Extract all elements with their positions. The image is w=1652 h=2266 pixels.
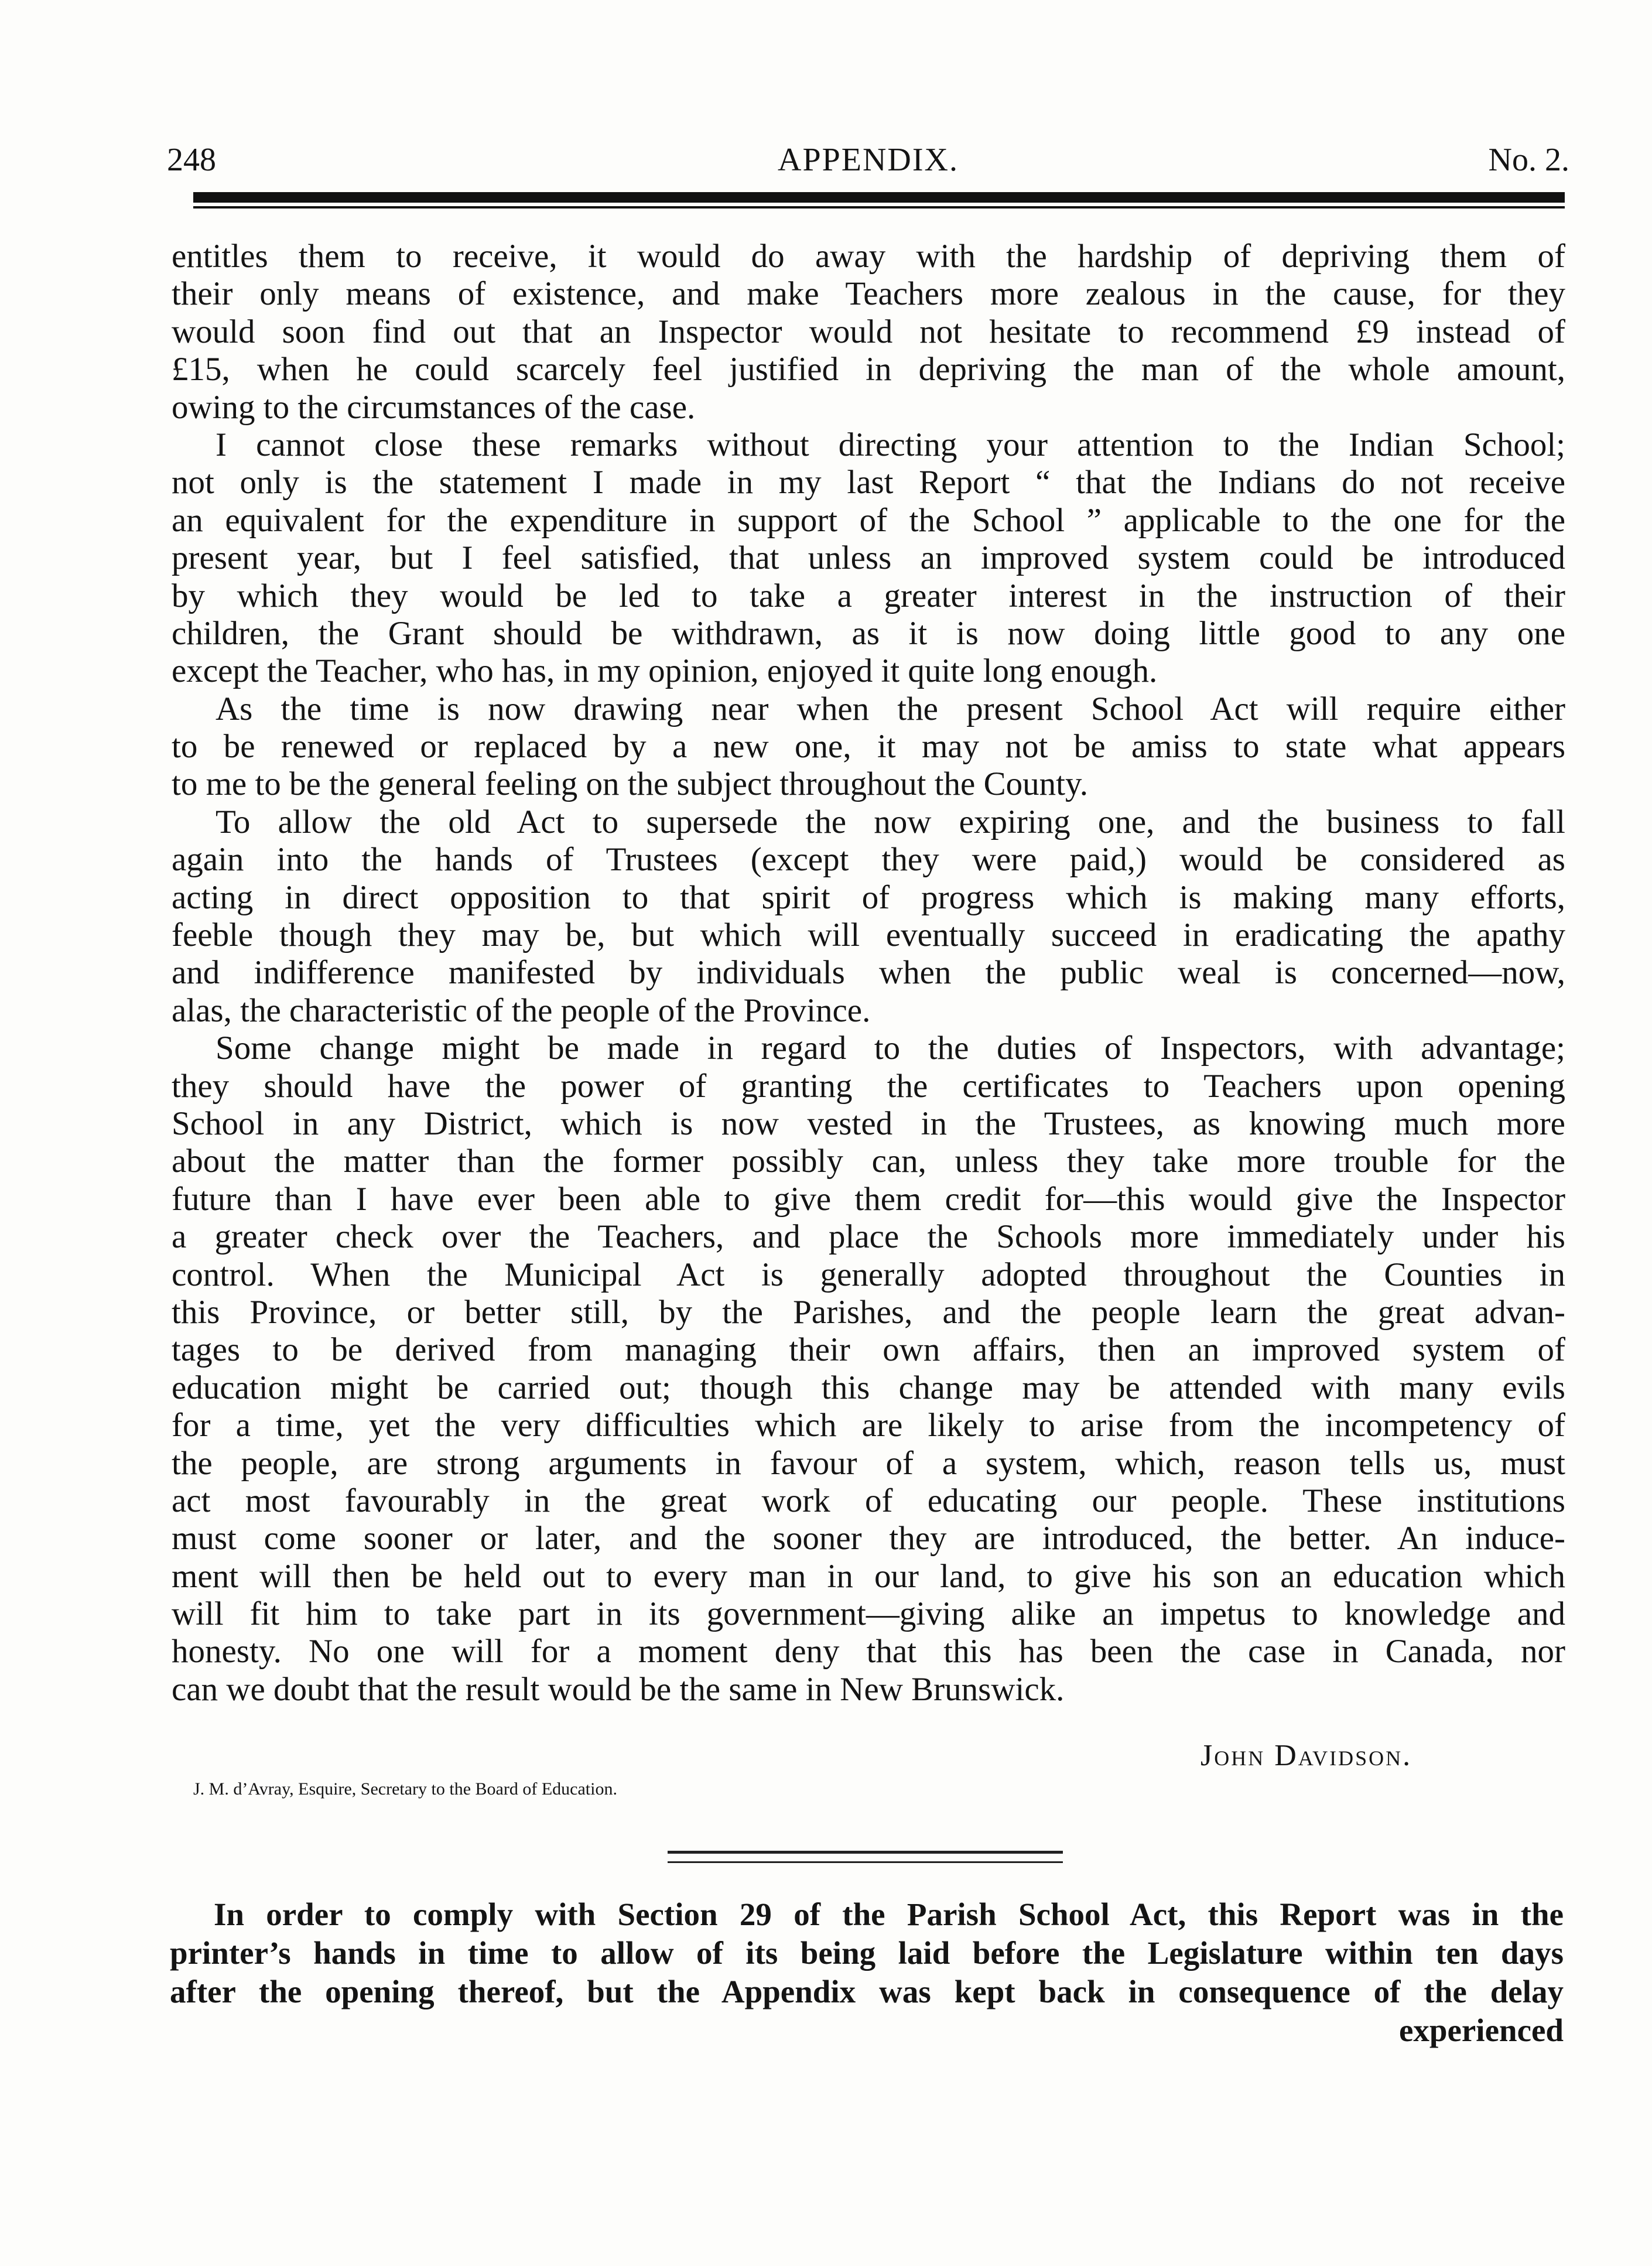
body-line: will fit him to take part in its government—giving alike an impetus to knowledge and: [172, 1595, 1565, 1633]
body-line: about the matter than the former possibly can, unless they take more trouble for the: [172, 1143, 1565, 1180]
body-line: owing to the circumstances of the case.: [172, 388, 696, 426]
page-number: 248: [167, 142, 216, 178]
signature-name: John Davidson.: [1200, 1739, 1412, 1772]
letter-body: [172, 238, 1565, 1708]
body-line: education might be carried out; though this change may be attended with many evils: [172, 1369, 1565, 1406]
separator-rule-bottom: [668, 1861, 1063, 1863]
body-line: School in any District, which is now vested in the Trustees, as knowing much more: [172, 1105, 1565, 1142]
body-line: As the time is now drawing near when the present School Act will require either: [216, 690, 1565, 727]
note-line: printer’s hands in time to allow of its being laid before the Legislature within ten days: [170, 1935, 1564, 1971]
body-line: ment will then be held out to every man in our land, to give his son an education which: [172, 1557, 1565, 1595]
body-line: their only means of existence, and make Teachers more zealous in the cause, for they: [172, 275, 1565, 313]
body-line: the people, are strong arguments in favour of a system, which, reason tells us, must: [172, 1444, 1565, 1482]
body-line: and indifference manifested by individuals when the public weal is concerned—now,: [172, 954, 1565, 992]
signature: [1200, 1738, 1412, 1773]
body-line: again into the hands of Trustees (except they were paid,) would be considered as: [172, 841, 1565, 879]
printer-note: [170, 1895, 1564, 2050]
body-line: future than I have ever been able to give them credit for—this would give the Inspector: [172, 1180, 1565, 1218]
note-line: experienced: [1398, 2012, 1564, 2048]
body-line: can we doubt that the result would be the same in New Brunswick.: [172, 1670, 1065, 1708]
body-line: Some change might be made in regard to the duties of Inspectors, with advantage;: [216, 1030, 1565, 1067]
body-line: would soon find out that an Inspector would not hesitate to recommend £9 instead of: [172, 313, 1565, 350]
body-line: entitles them to receive, it would do away with the hardship of depriving them of: [172, 238, 1565, 275]
section-number: No. 2.: [1488, 142, 1569, 178]
body-line: this Province, or better still, by the Parishes, and the people learn the great advan-: [172, 1293, 1565, 1331]
body-line: I cannot close these remarks without directing your attention to the Indian School;: [216, 426, 1565, 463]
body-line: present year, but I feel satisfied, that unless an improved system could be introduced: [172, 539, 1565, 577]
separator-rule-top: [668, 1851, 1063, 1854]
body-line: an equivalent for the expenditure in support of the School ” applicable to the one for the: [172, 501, 1565, 539]
body-line: tages to be derived from managing their own affairs, then an improved system of: [172, 1331, 1565, 1369]
body-line: except the Teacher, who has, in my opinion, enjoyed it quite long enough.: [172, 652, 1158, 690]
addressee-line: J. M. d’Avray, Esquire, Secretary to the Board of Education.: [193, 1779, 617, 1799]
body-line: a greater check over the Teachers, and place the Schools more immediately under his: [172, 1218, 1565, 1256]
header-rule-thick: [193, 192, 1565, 203]
body-line: to be renewed or replaced by a new one, it may not be amiss to state what appears: [172, 728, 1565, 765]
body-line: alas, the characteristic of the people of the Province.: [172, 992, 871, 1029]
body-line: To allow the old Act to supersede the now expiring one, and the business to fall: [216, 803, 1565, 840]
body-line: for a time, yet the very difficulties which are likely to arise from the incompetency of: [172, 1407, 1565, 1444]
body-line: acting in direct opposition to that spirit of progress which is making many efforts,: [172, 879, 1565, 916]
running-title: APPENDIX.: [778, 142, 959, 178]
page-header: [167, 139, 1569, 180]
body-line: by which they would be led to take a greater interest in the instruction of their: [172, 577, 1565, 614]
body-line: honesty. No one will for a moment deny that this has been the case in Canada, nor: [172, 1633, 1565, 1670]
body-line: must come sooner or later, and the sooner they are introduced, the better. An induce-: [172, 1520, 1565, 1557]
body-line: to me to be the general feeling on the subject throughout the County.: [172, 765, 1088, 803]
header-rule-thin: [193, 206, 1565, 209]
body-line: £15, when he could scarcely feel justified in depriving the man of the whole amount,: [172, 351, 1565, 388]
note-line: In order to comply with Section 29 of the Parish School Act, this Report was in the: [214, 1896, 1564, 1932]
note-line: after the opening thereof, but the Appendix was kept back in consequence of the delay: [170, 1974, 1564, 2009]
body-line: children, the Grant should be withdrawn, as it is now doing little good to any one: [172, 614, 1565, 652]
body-line: control. When the Municipal Act is generally adopted throughout the Counties in: [172, 1256, 1565, 1293]
body-line: feeble though they may be, but which will eventually succeed in eradicating the apathy: [172, 917, 1565, 954]
body-line: not only is the statement I made in my last Report “ that the Indians do not receive: [172, 464, 1565, 501]
body-line: act most favourably in the great work of educating our people. These institutions: [172, 1482, 1565, 1519]
body-line: they should have the power of granting the certificates to Teachers upon opening: [172, 1067, 1565, 1105]
